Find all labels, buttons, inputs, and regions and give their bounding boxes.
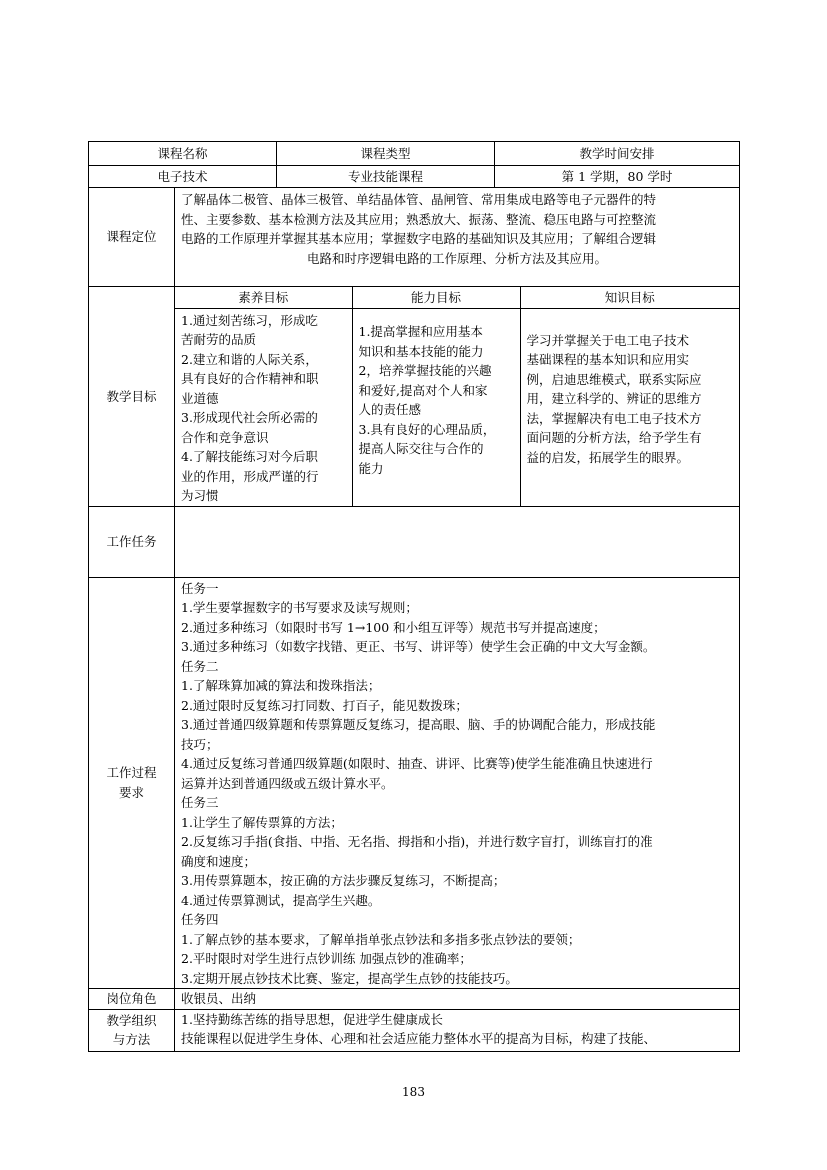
ability-goal-header: 能力目标	[352, 287, 520, 308]
task-row	[89, 506, 740, 577]
schedule-value: 第 1 学期，80 学时	[495, 166, 740, 188]
page-number: 183	[402, 1085, 425, 1099]
quality-goal-line: 合作和竞争意识	[181, 429, 269, 445]
quality-goal-line: 业道德	[181, 390, 219, 406]
task-content	[175, 506, 740, 577]
role-value: 收银员、出纳	[175, 989, 740, 1010]
quality-goal-line: 2.建立和谐的人际关系，	[181, 351, 318, 367]
positioning-content	[175, 188, 740, 287]
positioning-label: 课程定位	[89, 188, 175, 287]
goals-inner-table	[175, 287, 739, 506]
ability-goal-line: 能力	[358, 460, 384, 476]
process-label	[89, 577, 175, 989]
ability-goal-line: 提高人际交往与合作的	[358, 441, 484, 456]
positioning-line: 了解晶体二极管、晶体三极管、单结晶体管、晶闸管、常用集成电路等电子元器件的特	[181, 192, 657, 207]
ability-goal-line: 和爱好,提高对个人和家	[358, 382, 488, 398]
goals-label: 教学目标	[89, 287, 175, 507]
course-type-value: 专业技能课程	[277, 166, 495, 188]
method-content	[175, 1009, 740, 1051]
positioning-row	[89, 188, 740, 287]
process-line: 2.平时限时对学生进行点钞训练 加强点钞的准确率；	[181, 951, 472, 966]
knowledge-goal-line: 例，启迪思维模式，联系实际应	[526, 371, 702, 387]
ability-goal-line: 3.具有良好的心理品质，	[358, 421, 496, 437]
ability-goal-line: 2，培养掌握技能的兴趣	[358, 363, 492, 378]
process-line: 确度和速度；	[181, 853, 257, 869]
knowledge-goal-line: 法，掌握解决有电工电子技术方	[526, 410, 702, 426]
process-line: 2.通过限时反复练习打同数、打百子，能见数拨珠；	[181, 697, 468, 713]
course-table	[88, 141, 740, 1052]
process-line: 3.通过普通四级算题和传票算题反复练习，提高眼、脑、手的协调配合能力，形成技能	[181, 717, 656, 732]
knowledge-goal-cell	[520, 308, 739, 506]
ability-goal-line: 知识和基本技能的能力	[358, 343, 484, 359]
process-content	[175, 577, 740, 989]
process-line: 4.通过反复练习普通四级算题(如限时、抽查、讲评、比赛等)使学生能准确且快速进行	[181, 756, 653, 771]
goals-row	[89, 287, 740, 507]
schedule-header: 教学时间安排	[495, 142, 740, 166]
process-line: 任务一	[181, 580, 219, 596]
process-label-line: 要求	[118, 784, 144, 800]
knowledge-goal-line: 益的启发，拓展学生的眼界。	[526, 449, 690, 465]
header-row	[89, 142, 740, 166]
process-line: 1.了解珠算加减的算法和拨珠指法；	[181, 678, 381, 693]
method-label	[89, 1009, 175, 1051]
quality-goal-line: 苦耐劳的品质	[181, 332, 257, 347]
process-line: 1.学生要掌握数字的书写要求及读写规则；	[181, 600, 418, 615]
process-row	[89, 577, 740, 989]
method-line: 技能课程以促进学生身体、心理和社会适应能力整体水平的提高为目标，构建了技能、	[181, 1031, 657, 1046]
role-label: 岗位角色	[89, 989, 175, 1010]
ability-goal-line: 人的责任感	[358, 402, 422, 417]
knowledge-goal-line: 用，建立科学的、辨证的思维方	[526, 391, 702, 407]
positioning-line: 电路的工作原理并掌握其基本应用；掌握数字电路的基础知识及其应用；了解组合逻辑	[181, 231, 657, 246]
task-label: 工作任务	[89, 506, 175, 577]
quality-goal-line: 具有良好的合作精神和职	[181, 371, 319, 386]
process-line: 1.让学生了解传票算的方法；	[181, 814, 343, 830]
goals-content	[175, 287, 740, 507]
quality-goal-line: 业的作用，形成严谨的行	[181, 468, 319, 484]
process-line: 3.定期开展点钞技术比赛、鉴定，提高学生点钞的技能技巧。	[181, 970, 518, 986]
knowledge-goal-line: 学习并掌握关于电工电子技术	[526, 332, 690, 348]
process-line: 4.通过传票算测试，提高学生兴趣。	[181, 892, 381, 908]
method-row	[89, 1009, 740, 1051]
quality-goal-cell	[175, 308, 352, 506]
positioning-line: 电路和时序逻辑电路的工作原理、分析方法及其应用。	[307, 250, 608, 266]
knowledge-goal-line: 基础课程的基本知识和应用实	[526, 352, 690, 368]
process-line: 3.用传票算题本，按正确的方法步骤反复练习，不断提高；	[181, 873, 506, 888]
value-row	[89, 166, 740, 188]
quality-goal-header: 素养目标	[175, 287, 352, 308]
ability-goal-cell	[352, 308, 520, 506]
quality-goal-line: 1.通过刻苦练习，形成吃	[181, 312, 318, 328]
knowledge-goal-line: 面问题的分析方法，给予学生有	[526, 430, 702, 446]
role-row	[89, 989, 740, 1010]
knowledge-goal-header: 知识目标	[520, 287, 739, 308]
method-label-line: 教学组织	[106, 1012, 157, 1028]
course-type-header: 课程类型	[277, 142, 495, 166]
process-line: 2.反复练习手指(食指、中指、无名指、拇指和小指)，并进行数字盲打，训练盲打的准	[181, 834, 653, 849]
quality-goal-line: 3.形成现代社会所必需的	[181, 410, 318, 425]
positioning-line: 性、主要参数、基本检测方法及其应用；熟悉放大、振荡、整流、稳压电路与可控整流	[181, 211, 657, 227]
process-line: 任务三	[181, 795, 219, 810]
quality-goal-line: 为习惯	[181, 488, 219, 503]
process-label-line: 工作过程	[106, 765, 157, 781]
process-line: 2.通过多种练习（如限时书写 1→100 和小组互评等）规范书写并提高速度；	[181, 619, 606, 635]
process-line: 任务二	[181, 658, 219, 674]
course-name-value: 电子技术	[89, 166, 277, 188]
method-label-line: 与方法	[112, 1032, 151, 1047]
process-line: 技巧；	[181, 736, 219, 752]
process-line: 1.了解点钞的基本要求，了解单指单张点钞法和多指多张点钞法的要领；	[181, 931, 581, 947]
quality-goal-line: 4.了解技能练习对今后职	[181, 449, 318, 464]
method-line: 1.坚持勤练苦练的指导思想，促进学生健康成长	[181, 1011, 443, 1027]
process-line: 运算并达到普通四级或五级计算水平。	[181, 775, 394, 791]
course-name-header: 课程名称	[89, 142, 277, 166]
process-line: 任务四	[181, 912, 219, 927]
ability-goal-line: 1.提高掌握和应用基本	[358, 324, 483, 339]
process-line: 3.通过多种练习（如数字找错、更正、书写、讲评等）使学生会正确的中文大写金额。	[181, 639, 656, 654]
